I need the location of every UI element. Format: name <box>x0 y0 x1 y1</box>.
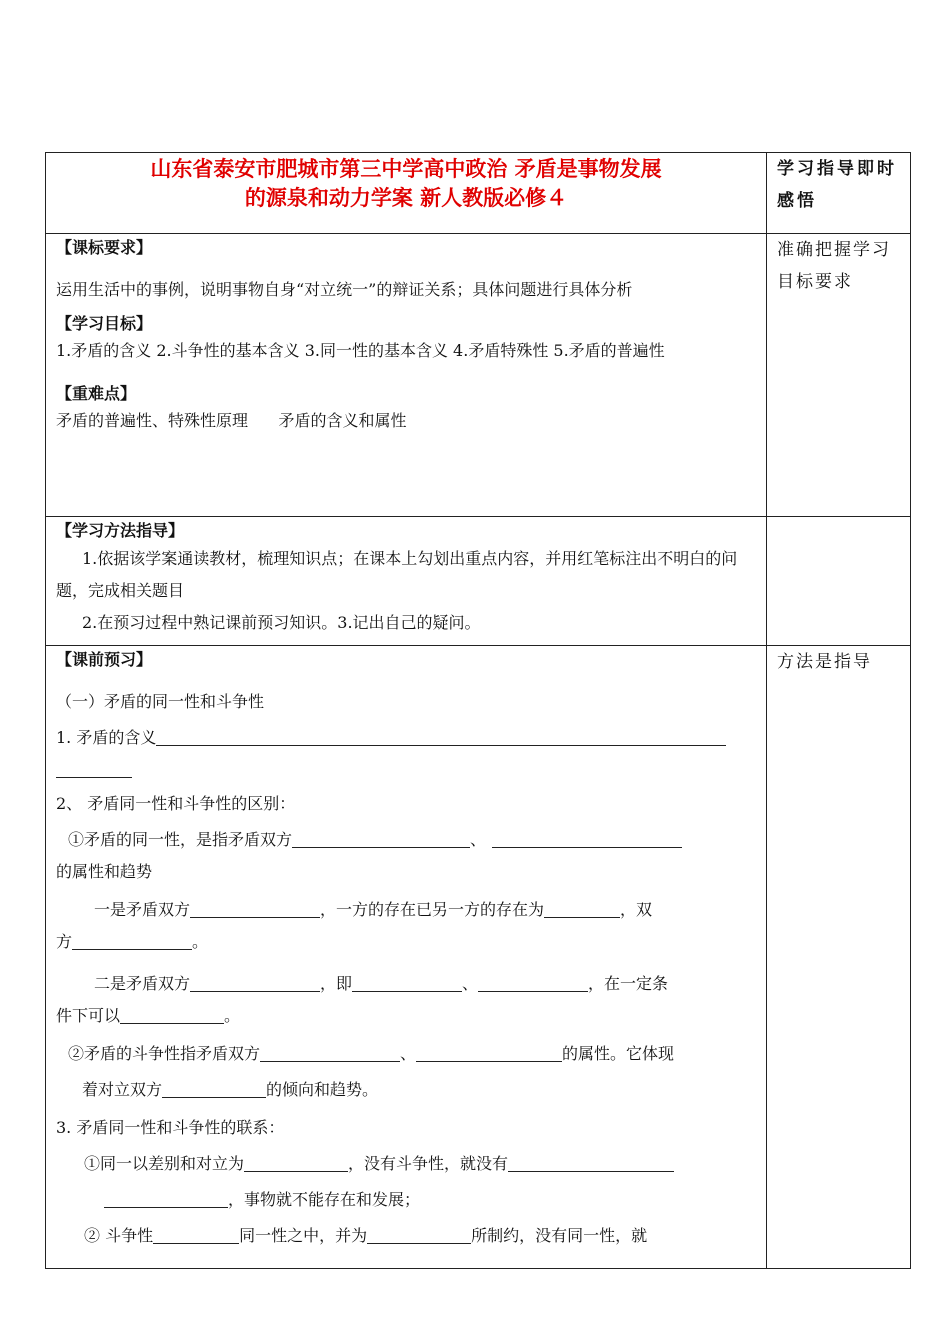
question-2b-text-5: 。 <box>192 932 209 951</box>
answer-blank[interactable] <box>156 725 726 746</box>
question-2b-continued <box>46 926 766 958</box>
question-3b-text-2: 同一性之中，并为 <box>239 1226 368 1245</box>
standards-heading: 【课标要求】 <box>56 238 153 257</box>
goals-heading: 【学习目标】 <box>56 314 153 333</box>
question-2b-text-4: 方 <box>56 932 73 951</box>
question-2d <box>46 1038 766 1070</box>
answer-blank[interactable] <box>56 757 132 778</box>
question-2b <box>46 894 766 926</box>
title-line-1: 山东省泰安市肥城市第三中学高中政治 矛盾是事物发展 <box>150 157 662 181</box>
question-1-label: 1. 矛盾的含义 <box>56 728 157 747</box>
question-2c <box>46 968 766 1000</box>
question-2c-text-1: 二是矛盾双方 <box>94 974 191 993</box>
answer-blank[interactable] <box>352 971 462 992</box>
question-2c-text-4: ，在一定条 <box>588 974 669 993</box>
title-line-2: 的源泉和动力学案 新人教版必修４ <box>244 186 568 210</box>
answer-blank[interactable] <box>190 971 320 992</box>
question-3a-continued <box>46 1184 766 1216</box>
side-header-cell <box>767 153 911 234</box>
question-3a-text-2: ，没有斗争性，就没有 <box>348 1154 509 1173</box>
document-title <box>46 153 766 233</box>
side-note-2: 方法是指导 <box>777 652 872 672</box>
answer-blank[interactable] <box>244 1151 348 1172</box>
requirements-cell <box>46 234 767 517</box>
method-item-2 <box>46 607 766 639</box>
question-2d-text-3: 的属性。它体现 <box>562 1044 675 1063</box>
answer-blank[interactable] <box>478 971 588 992</box>
question-2: 2、 矛盾同一性和斗争性的区别： <box>56 794 296 813</box>
side-note-cell-empty <box>767 517 911 646</box>
question-2c-continued <box>46 1000 766 1032</box>
question-2c-text-2: ，即 <box>320 974 353 993</box>
question-2d-text-5: 的倾向和趋势。 <box>266 1080 379 1099</box>
question-3b-text-1: ② 斗争性 <box>84 1226 154 1245</box>
answer-blank[interactable] <box>292 827 470 848</box>
keypoints-text: 矛盾的普遍性、特殊性原理 矛盾的含义和属性 <box>56 411 407 430</box>
question-2a-text: ①矛盾的同一性，是指矛盾双方 <box>68 830 293 849</box>
answer-blank[interactable] <box>162 1077 266 1098</box>
answer-blank[interactable] <box>153 1223 239 1244</box>
preview-heading: 【课前预习】 <box>56 650 153 669</box>
question-2b-text-1: 一是矛盾双方 <box>94 900 191 919</box>
separator: 、 <box>470 830 487 849</box>
goals-text: 1.矛盾的含义 2.斗争性的基本含义 3.同一性的基本含义 4.矛盾特殊性 5.矛盾的普遍性 <box>56 341 665 360</box>
side-column-title: 学习指导即时感悟 <box>777 159 897 211</box>
study-plan-table <box>45 152 911 1269</box>
side-note-cell-2 <box>767 646 911 1269</box>
answer-blank[interactable] <box>416 1041 562 1062</box>
question-2b-text-2: ，一方的存在已另一方的存在为 <box>320 900 545 919</box>
question-2d-text-2: 、 <box>400 1044 417 1063</box>
question-3a-text-3: ，事物就不能存在和发展； <box>228 1190 421 1209</box>
question-2a-end: 的属性和趋势 <box>56 862 153 881</box>
answer-blank[interactable] <box>104 1187 228 1208</box>
question-2c-text-6: 。 <box>224 1006 241 1025</box>
question-3b <box>46 1220 766 1252</box>
question-1-continued <box>46 754 766 784</box>
method-item-1-text: 1.依据该学案通读教材，梳理知识点；在课本上勾划出重点内容，并用红笔标注出不明白的问题，完成相关题目 <box>56 549 738 600</box>
answer-blank[interactable] <box>190 897 320 918</box>
question-3a <box>46 1148 766 1180</box>
side-note-cell-1 <box>767 234 911 517</box>
question-1 <box>46 722 766 754</box>
question-2c-text-3: 、 <box>462 974 479 993</box>
preview-subheading: （一）矛盾的同一性和斗争性 <box>56 692 265 711</box>
answer-blank[interactable] <box>367 1223 471 1244</box>
method-heading: 【学习方法指导】 <box>56 521 185 540</box>
question-2a <box>46 824 766 856</box>
keypoints-heading: 【重难点】 <box>56 384 137 403</box>
method-item-2-text: 2.在预习过程中熟记课前预习知识。3.记出自己的疑问。 <box>82 613 481 632</box>
answer-blank[interactable] <box>492 827 682 848</box>
answer-blank[interactable] <box>120 1003 224 1024</box>
question-2c-text-5: 件下可以 <box>56 1006 121 1025</box>
question-2d-text-4: 着对立双方 <box>82 1080 163 1099</box>
question-3: 3. 矛盾同一性和斗争性的联系： <box>56 1118 285 1137</box>
question-3b-text-3: 所制约，没有同一性，就 <box>471 1226 648 1245</box>
title-cell <box>46 153 767 234</box>
standards-text: 运用生活中的事例，说明事物自身“对立统一”的辩证关系；具体问题进行具体分析 <box>56 280 633 299</box>
question-2d-text-1: ②矛盾的斗争性指矛盾双方 <box>68 1044 261 1063</box>
question-3a-text-1: ①同一以差别和对立为 <box>84 1154 245 1173</box>
preview-cell <box>46 646 767 1269</box>
side-note-1: 准确把握学习目标要求 <box>777 240 891 292</box>
method-cell <box>46 517 767 646</box>
question-2b-text-3: ，双 <box>620 900 653 919</box>
answer-blank[interactable] <box>544 897 620 918</box>
answer-blank[interactable] <box>72 929 192 950</box>
answer-blank[interactable] <box>260 1041 400 1062</box>
answer-blank[interactable] <box>508 1151 674 1172</box>
question-2d-continued <box>46 1074 766 1106</box>
method-item-1 <box>46 543 766 607</box>
